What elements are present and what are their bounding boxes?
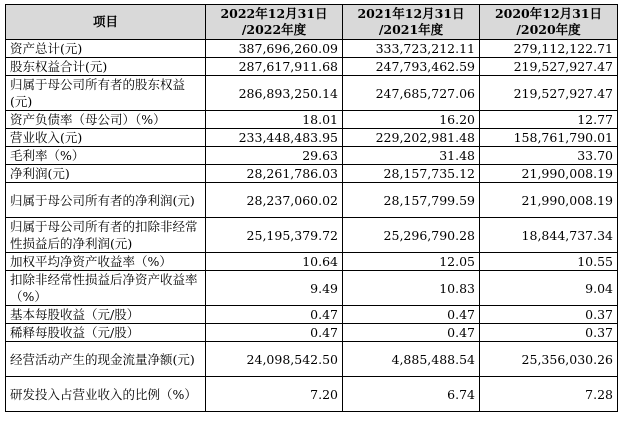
row-value: 6.74 bbox=[343, 377, 480, 412]
row-value: 233,448,483.95 bbox=[206, 129, 343, 147]
row-label: 稀释每股收益（元/股） bbox=[6, 324, 206, 342]
row-label: 营业收入(元) bbox=[6, 129, 206, 147]
row-value: 0.47 bbox=[343, 306, 480, 324]
row-value: 279,112,122.71 bbox=[480, 40, 618, 58]
header-2021: 2021年12月31日 /2021年度 bbox=[343, 5, 480, 40]
table-row bbox=[6, 324, 618, 342]
row-value: 28,157,799.59 bbox=[343, 183, 480, 218]
table-row bbox=[6, 218, 618, 253]
table-row bbox=[6, 165, 618, 183]
row-label: 资产负债率（母公司）（%） bbox=[6, 111, 206, 129]
table-row bbox=[6, 76, 618, 111]
row-value: 10.55 bbox=[480, 253, 618, 271]
table-row bbox=[6, 111, 618, 129]
row-value: 0.47 bbox=[343, 324, 480, 342]
row-value: 18.01 bbox=[206, 111, 343, 129]
row-value: 29.63 bbox=[206, 147, 343, 165]
row-value: 25,195,379.72 bbox=[206, 218, 343, 253]
table-row bbox=[6, 147, 618, 165]
row-label: 毛利率（%） bbox=[6, 147, 206, 165]
row-value: 7.20 bbox=[206, 377, 343, 412]
financial-table-container bbox=[5, 4, 618, 412]
row-value: 12.05 bbox=[343, 253, 480, 271]
row-value: 10.64 bbox=[206, 253, 343, 271]
table-row bbox=[6, 129, 618, 147]
row-label: 股东权益合计(元) bbox=[6, 58, 206, 76]
row-value: 387,696,260.09 bbox=[206, 40, 343, 58]
row-value: 219,527,927.47 bbox=[480, 76, 618, 111]
row-value: 31.48 bbox=[343, 147, 480, 165]
table-row bbox=[6, 342, 618, 377]
table-row bbox=[6, 253, 618, 271]
row-label: 归属于母公司所有者的扣除非经常性损益后的净利润(元) bbox=[6, 218, 206, 253]
row-value: 0.47 bbox=[206, 306, 343, 324]
row-value: 16.20 bbox=[343, 111, 480, 129]
row-value: 28,261,786.03 bbox=[206, 165, 343, 183]
row-value: 12.77 bbox=[480, 111, 618, 129]
table-row bbox=[6, 58, 618, 76]
row-label: 归属于母公司所有者的股东权益(元) bbox=[6, 76, 206, 111]
row-value: 9.04 bbox=[480, 271, 618, 306]
row-value: 25,296,790.28 bbox=[343, 218, 480, 253]
row-value: 21,990,008.19 bbox=[480, 183, 618, 218]
row-label: 研发投入占营业收入的比例（%） bbox=[6, 377, 206, 412]
row-value: 4,885,488.54 bbox=[343, 342, 480, 377]
row-value: 28,157,735.12 bbox=[343, 165, 480, 183]
row-label: 加权平均净资产收益率（%） bbox=[6, 253, 206, 271]
row-label: 归属于母公司所有者的净利润(元) bbox=[6, 183, 206, 218]
row-label: 经营活动产生的现金流量净额(元) bbox=[6, 342, 206, 377]
table-row bbox=[6, 271, 618, 306]
row-value: 0.37 bbox=[480, 324, 618, 342]
row-value: 229,202,981.48 bbox=[343, 129, 480, 147]
row-value: 28,237,060.02 bbox=[206, 183, 343, 218]
row-value: 247,793,462.59 bbox=[343, 58, 480, 76]
table-header-row bbox=[6, 5, 618, 40]
row-value: 0.47 bbox=[206, 324, 343, 342]
row-label: 资产总计(元) bbox=[6, 40, 206, 58]
row-value: 286,893,250.14 bbox=[206, 76, 343, 111]
header-2020: 2020年12月31日 /2020年度 bbox=[480, 5, 618, 40]
row-label: 基本每股收益（元/股） bbox=[6, 306, 206, 324]
row-value: 7.28 bbox=[480, 377, 618, 412]
header-item: 项目 bbox=[6, 5, 206, 40]
row-value: 287,617,911.68 bbox=[206, 58, 343, 76]
row-value: 21,990,008.19 bbox=[480, 165, 618, 183]
table-row bbox=[6, 183, 618, 218]
row-value: 219,527,927.47 bbox=[480, 58, 618, 76]
row-value: 0.37 bbox=[480, 306, 618, 324]
row-value: 18,844,737.34 bbox=[480, 218, 618, 253]
row-label: 扣除非经常性损益后净资产收益率（%） bbox=[6, 271, 206, 306]
row-value: 158,761,790.01 bbox=[480, 129, 618, 147]
table-row bbox=[6, 377, 618, 412]
row-value: 24,098,542.50 bbox=[206, 342, 343, 377]
row-value: 10.83 bbox=[343, 271, 480, 306]
row-value: 333,723,212.11 bbox=[343, 40, 480, 58]
row-value: 25,356,030.26 bbox=[480, 342, 618, 377]
row-value: 9.49 bbox=[206, 271, 343, 306]
row-value: 247,685,727.06 bbox=[343, 76, 480, 111]
financial-summary-table bbox=[5, 4, 618, 412]
table-row bbox=[6, 40, 618, 58]
header-2022: 2022年12月31日 /2022年度 bbox=[206, 5, 343, 40]
table-body bbox=[6, 40, 618, 412]
table-row bbox=[6, 306, 618, 324]
row-value: 33.70 bbox=[480, 147, 618, 165]
row-label: 净利润(元) bbox=[6, 165, 206, 183]
